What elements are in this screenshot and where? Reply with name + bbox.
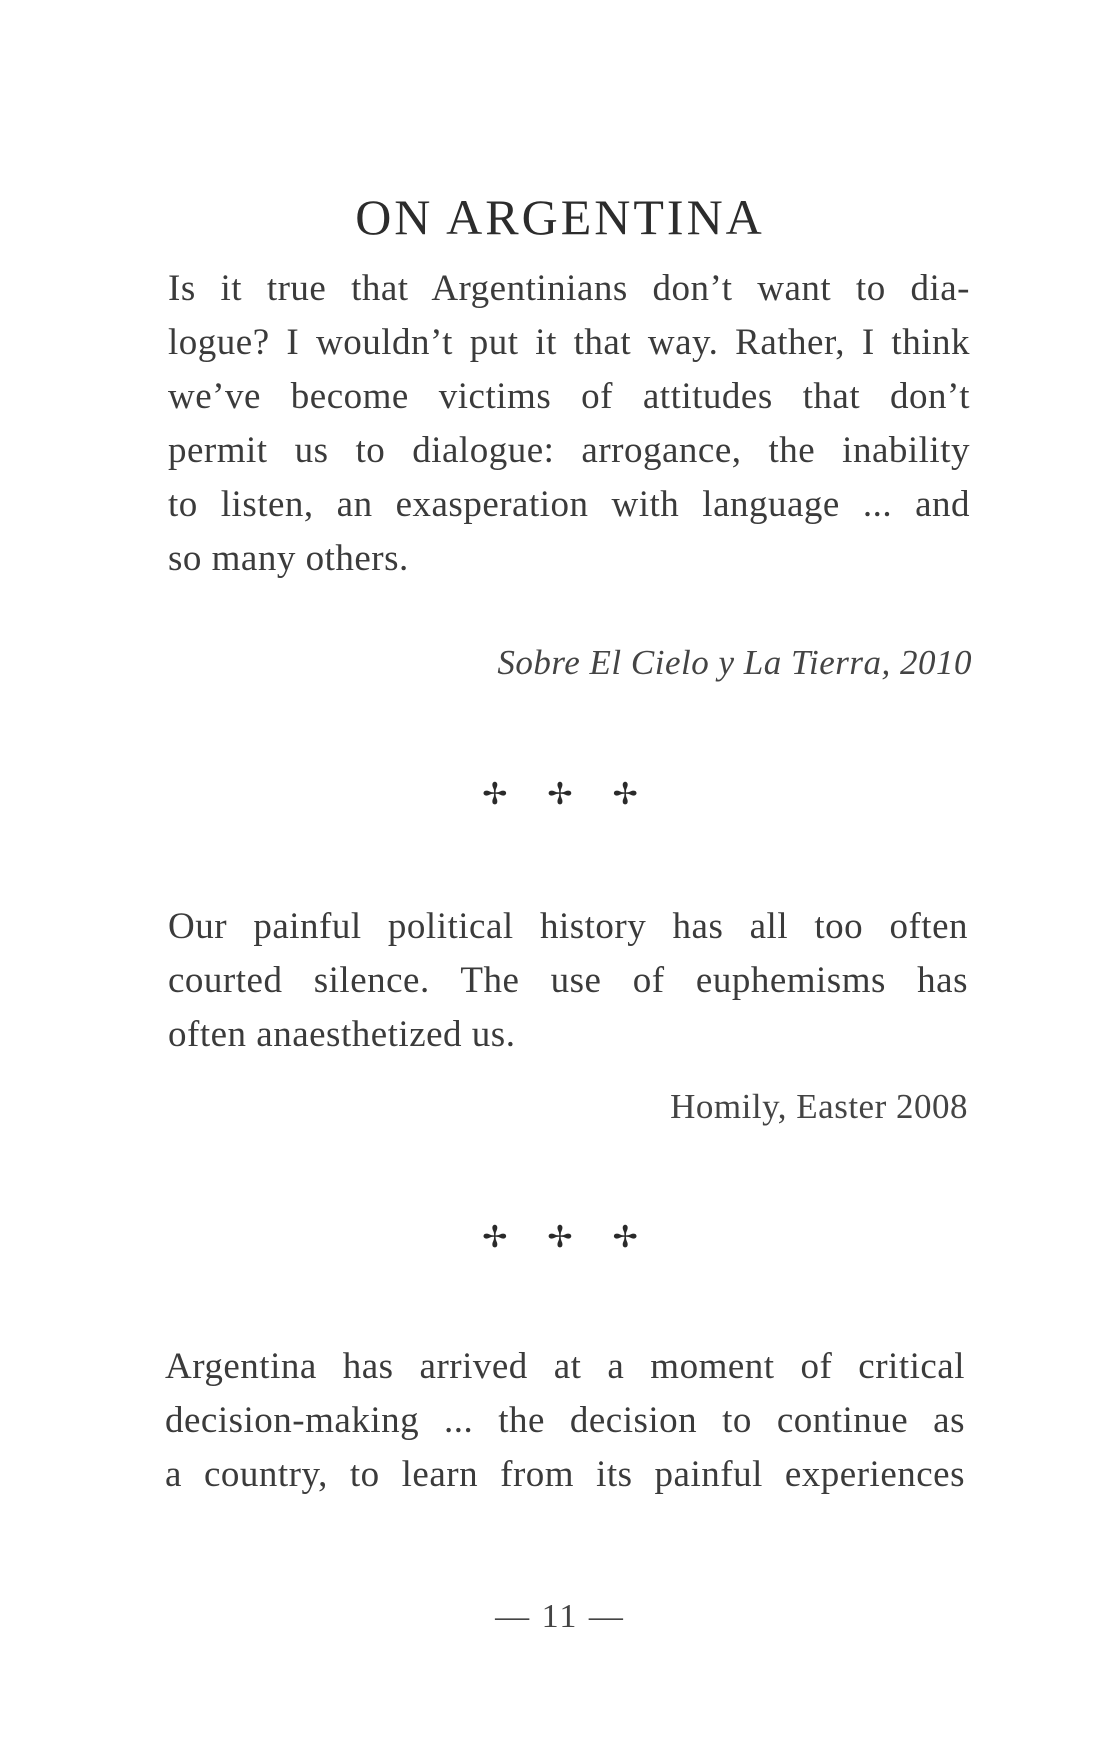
chapter-title: ON ARGENTINA — [355, 189, 765, 245]
passage-line: a country, to learn from its painful experiences — [165, 1454, 965, 1495]
passage-line: to listen, an exasperation with language ... and — [168, 484, 970, 525]
cross-pattee-icon: ✢ — [482, 777, 508, 812]
passage-line: so many others. — [168, 538, 409, 579]
passage-line: we’ve become victims of attitudes that don’t — [168, 376, 970, 417]
passage-line: Argentina has arrived at a moment of critical — [165, 1346, 965, 1387]
passage-1-source: Sobre El Cielo y La Tierra, 2010 — [497, 643, 972, 682]
cross-pattee-icon: ✢ — [612, 1220, 638, 1255]
passage-line: permit us to dialogue: arrogance, the inability — [168, 430, 970, 471]
passage-line: often anaesthetized us. — [168, 1014, 516, 1055]
page-number: — 11 — — [495, 1598, 625, 1635]
cross-pattee-icon: ✢ — [547, 777, 573, 812]
passage-line: courted silence. The use of euphemisms has — [168, 960, 968, 1001]
passage-2-source: Homily, Easter 2008 — [670, 1087, 968, 1126]
passage-2 — [168, 900, 968, 1062]
section-ornament — [0, 1220, 1120, 1255]
passage-3 — [165, 1340, 965, 1502]
cross-pattee-icon: ✢ — [482, 1220, 508, 1255]
passage-line: logue? I wouldn’t put it that way. Rather, I think — [168, 322, 970, 363]
passage-1 — [168, 262, 970, 586]
passage-line: decision-making ... the decision to continue as — [165, 1400, 965, 1441]
cross-pattee-icon: ✢ — [612, 777, 638, 812]
section-ornament — [0, 777, 1120, 812]
cross-pattee-icon: ✢ — [547, 1220, 573, 1255]
passage-line: Our painful political history has all too often — [168, 906, 968, 947]
passage-line: Is it true that Argentinians don’t want to dia- — [168, 268, 970, 309]
